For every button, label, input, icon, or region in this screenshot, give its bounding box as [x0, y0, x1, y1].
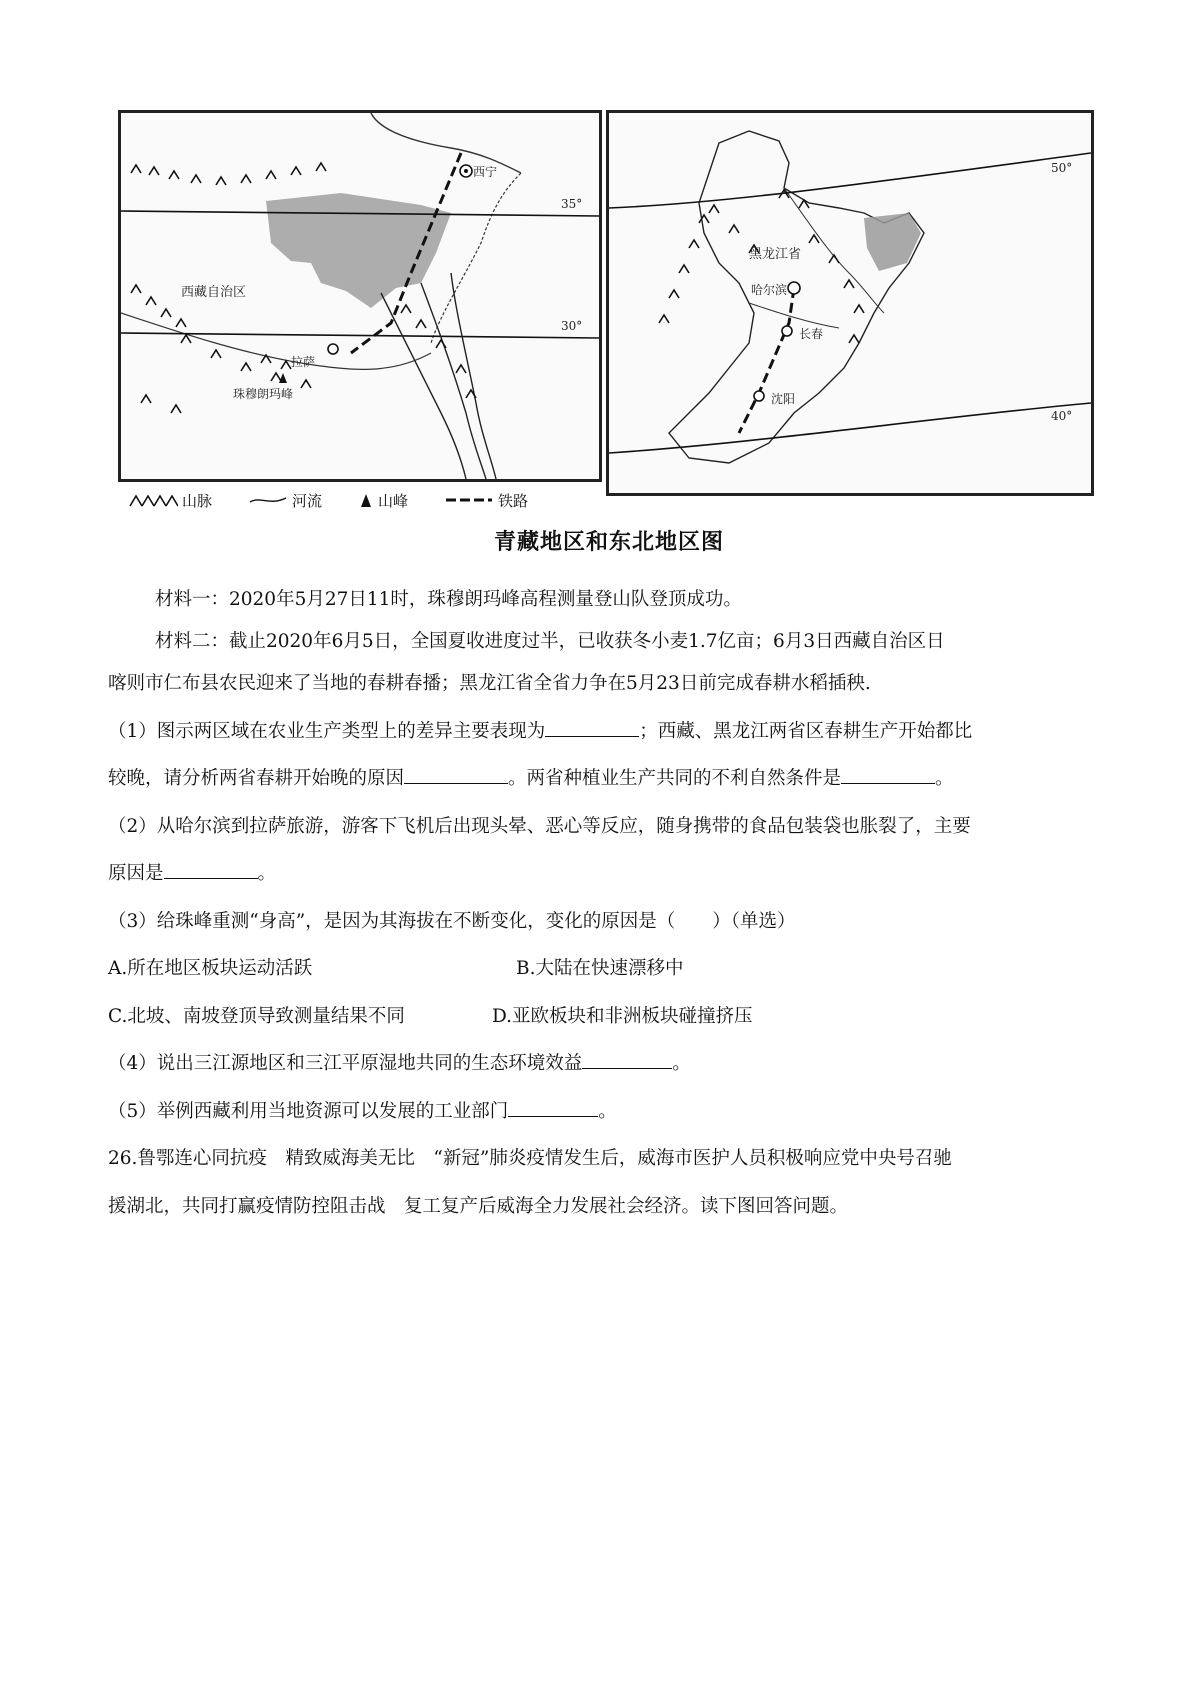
material-1: 材料一：2020年5月27日11时，珠穆朗玛峰高程测量登山队登顶成功。: [155, 589, 742, 610]
legend-mountains: 山脉: [128, 490, 212, 511]
river-icon: [248, 492, 288, 508]
answer-blank: [545, 735, 639, 737]
label-heilongjiang: 黑龙江省: [749, 247, 802, 262]
label-lhasa: 拉萨: [291, 355, 316, 369]
label-harbin: 哈尔滨: [751, 283, 788, 297]
label-lat-40: 40°: [1051, 409, 1073, 423]
answer-blank: [841, 782, 935, 784]
question-5: （5）举例西藏利用当地资源可以发展的工业部门 。: [108, 1101, 617, 1122]
label-shenyang: 沈阳: [771, 392, 796, 406]
label-xining: 西宁: [473, 165, 498, 179]
map-figure: [118, 110, 1100, 590]
qinghai-tibet-map: [118, 110, 602, 482]
question-26-line-1: 26.鲁鄂连心同抗疫 精致威海美无比 “新冠”肺炎疫情发生后，威海市医护人员积极响应党中央号召驰: [108, 1148, 952, 1169]
northeast-map: [606, 110, 1094, 496]
label-everest-peak: 珠穆朗玛峰: [233, 387, 294, 401]
label-lat-30: 30°: [561, 319, 583, 333]
material-2-line-2: 喀则市仁布县农民迎来了当地的春耕春播；黑龙江省全省力争在5月23日前完成春耕水稻插秧.: [108, 673, 871, 694]
question-2-line-2: 原因是 。: [108, 863, 277, 884]
answer-blank: [582, 1067, 672, 1069]
question-26-line-2: 援湖北，共同打赢疫情防控阻击战 复工复产后威海全力发展社会经济。读下图回答问题。: [108, 1196, 849, 1217]
label-changchun: 长春: [799, 327, 824, 341]
question-2-line-1: （2）从哈尔滨到拉萨旅游，游客下飞机后出现头晕、恶心等反应，随身携带的食品包装袋也胀裂了，主要: [108, 816, 971, 837]
mountain-icon: [128, 492, 178, 508]
answer-blank: [164, 877, 258, 879]
legend-railway: 铁路: [444, 490, 528, 511]
label-tibet: 西藏自治区: [181, 285, 247, 300]
figure-title: 青藏地区和东北地区图: [493, 529, 724, 555]
peak-icon: [358, 492, 374, 508]
label-lat-50: 50°: [1051, 161, 1073, 175]
question-1-line-2: 较晚，请分析两省春耕开始晚的原因 。两省种植业生产共同的不利自然条件是 。: [108, 768, 954, 789]
legend-peak: 山峰: [358, 490, 408, 511]
material-2-line-1: 材料二：截止2020年6月5日，全国夏收进度过半，已收获冬小麦1.7亿亩；6月3日西藏自治区日: [155, 631, 945, 652]
label-lat-35: 35°: [561, 197, 583, 211]
option-d: D.亚欧板块和非洲板块碰撞挤压: [492, 1006, 753, 1027]
question-4: （4）说出三江源地区和三江平原湿地共同的生态环境效益 。: [108, 1053, 691, 1074]
map-legend: [128, 485, 564, 515]
railway-icon: [444, 492, 494, 508]
option-b: B.大陆在快速漂移中: [516, 958, 684, 979]
answer-blank: [404, 782, 508, 784]
option-c: C.北坡、南坡登顶导致测量结果不同: [108, 1006, 405, 1027]
option-a: A.所在地区板块运动活跃: [108, 958, 313, 979]
question-1-line-1: （1）图示两区域在农业生产类型上的差异主要表现为 ；西藏、黑龙江两省区春耕生产开始都比: [108, 721, 973, 742]
answer-blank: [508, 1115, 598, 1117]
legend-river: 河流: [248, 490, 322, 511]
question-3: （3）给珠峰重测“身高”，是因为其海拔在不断变化，变化的原因是（ ）（单选）: [108, 911, 796, 932]
